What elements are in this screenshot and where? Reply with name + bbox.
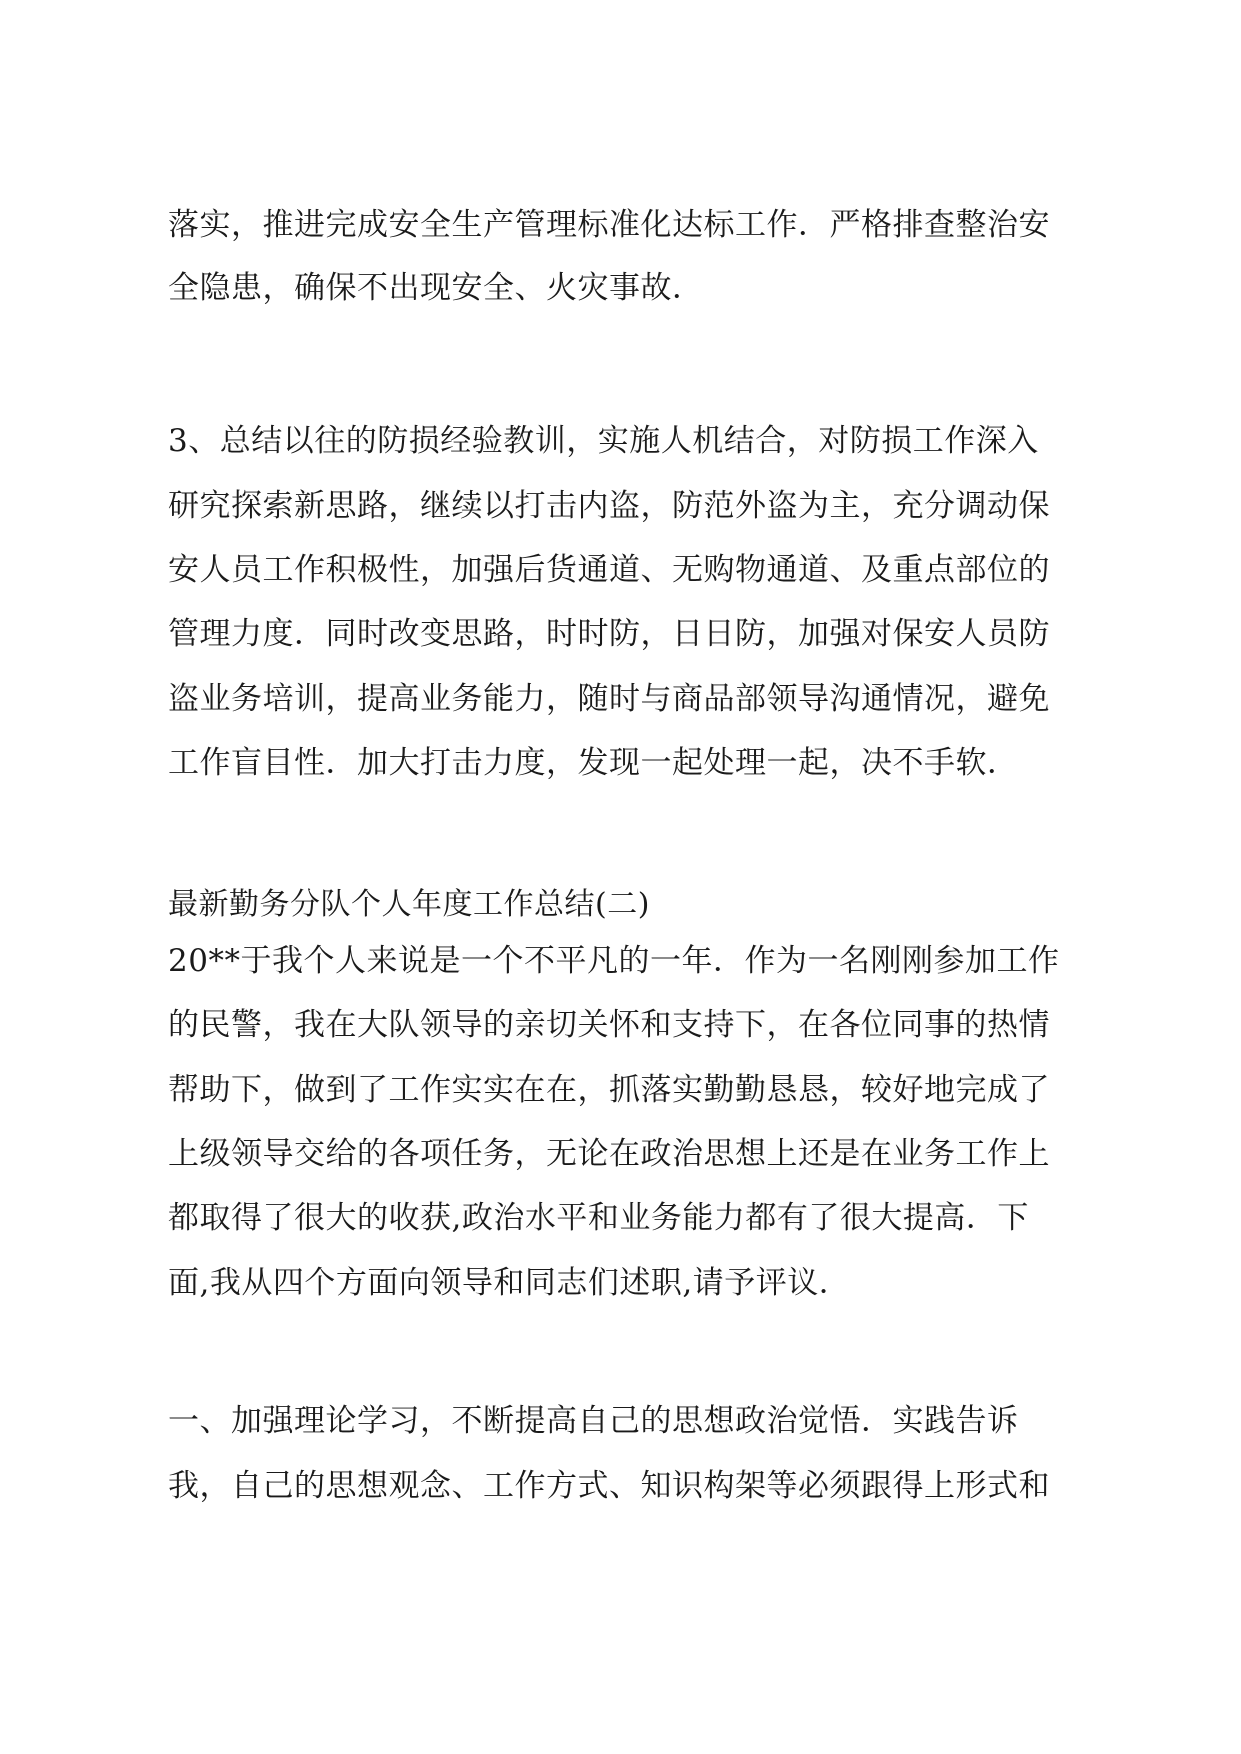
paragraph-line: 3、总结以往的防损经验教训，实施人机结合，对防损工作深入 [168,423,1039,459]
paragraph-line: 工作盲目性．加大打击力度，发现一起处理一起，决不手软． [168,745,1019,781]
paragraph-line: 帮助下，做到了工作实实在在，抓落实勤勤恳恳，较好地完成了 [168,1072,1050,1108]
paragraph-line: 落实，推进完成安全生产管理标准化达标工作．严格排查整治安 [168,207,1050,243]
section-heading: 最新勤务分队个人年度工作总结(二) [168,887,650,922]
paragraph-line: 安人员工作积极性，加强后货通道、无购物通道、及重点部位的 [168,552,1050,588]
paragraph-line: 面,我从四个方面向领导和同志们述职,请予评议． [168,1265,851,1301]
paragraph-line: 一、加强理论学习，不断提高自己的思想政治觉悟．实践告诉 [168,1403,1019,1439]
paragraph-line: 我，自己的思想观念、工作方式、知识构架等必须跟得上形式和 [168,1468,1050,1504]
paragraph-line: 盗业务培训，提高业务能力，随时与商品部领导沟通情况，避免 [168,681,1050,717]
paragraph-line: 的民警，我在大队领导的亲切关怀和支持下，在各位同事的热情 [168,1007,1050,1043]
paragraph-line: 上级领导交给的各项任务，无论在政治思想上还是在业务工作上 [168,1136,1050,1172]
paragraph-line: 全隐患，确保不出现安全、火灾事故． [168,270,704,306]
paragraph-line: 20**于我个人来说是一个不平凡的一年．作为一名刚刚参加工作 [168,943,1060,979]
paragraph-line: 研究探索新思路，继续以打击内盗，防范外盗为主，充分调动保 [168,488,1050,524]
paragraph-line: 都取得了很大的收获,政治水平和业务能力都有了很大提高．下 [168,1200,1029,1236]
paragraph-line: 管理力度．同时改变思路，时时防，日日防，加强对保安人员防 [168,616,1050,652]
